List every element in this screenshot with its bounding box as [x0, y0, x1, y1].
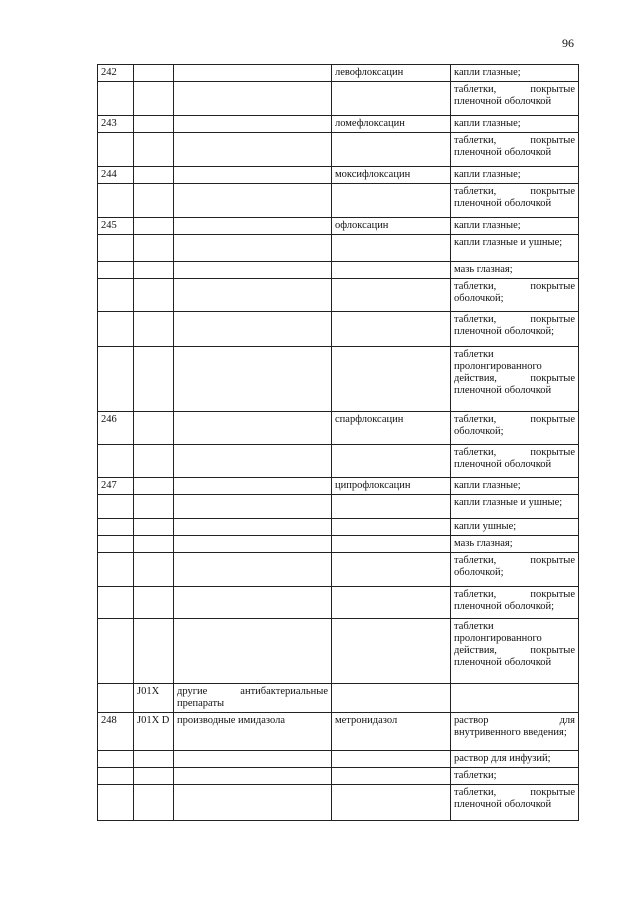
- dosage-form: таблетки, покрытые пленочной оболочкой: [451, 184, 579, 218]
- drug-group: [174, 751, 332, 768]
- atc-code: [134, 412, 174, 445]
- row-number: [98, 768, 134, 785]
- dosage-form: таблетки пролонгированного действия, покрытые пленочной оболочкой: [451, 619, 579, 684]
- row-number: [98, 536, 134, 553]
- drug-group: [174, 536, 332, 553]
- drug-name: моксифлоксацин: [332, 167, 451, 184]
- drug-name: [332, 279, 451, 312]
- drug-group: [174, 167, 332, 184]
- drug-group: [174, 619, 332, 684]
- dosage-form: мазь глазная;: [451, 536, 579, 553]
- dosage-form: [451, 684, 579, 713]
- drug-name: [332, 619, 451, 684]
- table-row: [98, 347, 579, 412]
- drug-name: спарфлоксацин: [332, 412, 451, 445]
- drug-name: [332, 347, 451, 412]
- drug-group: другие антибактериальные препараты: [174, 684, 332, 713]
- drug-name: [332, 262, 451, 279]
- dosage-form: капли глазные;: [451, 218, 579, 235]
- atc-code: [134, 785, 174, 821]
- atc-code: [134, 262, 174, 279]
- dosage-form: таблетки, покрытые оболочкой;: [451, 279, 579, 312]
- dosage-form: таблетки, покрытые пленочной оболочкой: [451, 445, 579, 478]
- atc-code: [134, 751, 174, 768]
- table-row: [98, 536, 579, 553]
- dosage-form: таблетки, покрытые пленочной оболочкой;: [451, 587, 579, 619]
- row-number: [98, 684, 134, 713]
- atc-code: [134, 65, 174, 82]
- dosage-form: таблетки пролонгированного действия, покрытые пленочной оболочкой: [451, 347, 579, 412]
- atc-code: [134, 279, 174, 312]
- dosage-form: мазь глазная;: [451, 262, 579, 279]
- drug-name: метронидазол: [332, 713, 451, 751]
- table-row: [98, 82, 579, 116]
- row-number: [98, 184, 134, 218]
- atc-code: J01X D: [134, 713, 174, 751]
- atc-code: [134, 312, 174, 347]
- dosage-form: капли глазные;: [451, 478, 579, 495]
- atc-code: [134, 478, 174, 495]
- row-number: [98, 445, 134, 478]
- table-row: [98, 495, 579, 519]
- drug-group: [174, 495, 332, 519]
- atc-code: [134, 235, 174, 262]
- atc-code: [134, 116, 174, 133]
- drug-group: [174, 312, 332, 347]
- atc-code: [134, 133, 174, 167]
- dosage-form: капли глазные;: [451, 65, 579, 82]
- dosage-form: капли ушные;: [451, 519, 579, 536]
- drug-group: [174, 587, 332, 619]
- dosage-form: таблетки, покрытые пленочной оболочкой: [451, 133, 579, 167]
- drug-group: [174, 768, 332, 785]
- dosage-form: капли глазные и ушные;: [451, 235, 579, 262]
- drug-name: [332, 587, 451, 619]
- dosage-form: капли глазные и ушные;: [451, 495, 579, 519]
- row-number: [98, 262, 134, 279]
- drug-group: [174, 235, 332, 262]
- drug-name: [332, 785, 451, 821]
- drug-name: [332, 495, 451, 519]
- dosage-form: таблетки, покрытые оболочкой;: [451, 412, 579, 445]
- dosage-form: капли глазные;: [451, 116, 579, 133]
- atc-code: [134, 768, 174, 785]
- atc-code: [134, 218, 174, 235]
- row-number: [98, 519, 134, 536]
- dosage-form: таблетки;: [451, 768, 579, 785]
- drug-name: [332, 312, 451, 347]
- drug-name: [332, 684, 451, 713]
- drug-name: [332, 768, 451, 785]
- dosage-form: раствор для инфузий;: [451, 751, 579, 768]
- table-row: [98, 312, 579, 347]
- table-row: [98, 184, 579, 218]
- row-number: [98, 587, 134, 619]
- drug-name: [332, 184, 451, 218]
- atc-code: [134, 495, 174, 519]
- row-number: [98, 785, 134, 821]
- atc-code: [134, 347, 174, 412]
- dosage-form: таблетки, покрытые пленочной оболочкой: [451, 82, 579, 116]
- row-number: [98, 553, 134, 587]
- atc-code: [134, 587, 174, 619]
- row-number: 247: [98, 478, 134, 495]
- row-number: [98, 619, 134, 684]
- drug-name: [332, 519, 451, 536]
- table-row: [98, 218, 579, 235]
- drug-name: [332, 536, 451, 553]
- table-row: [98, 519, 579, 536]
- drug-group: [174, 184, 332, 218]
- drug-group: [174, 478, 332, 495]
- row-number: [98, 133, 134, 167]
- drug-name: [332, 133, 451, 167]
- drug-group: [174, 116, 332, 133]
- drug-name: ломефлоксацин: [332, 116, 451, 133]
- dosage-form: таблетки, покрытые пленочной оболочкой;: [451, 312, 579, 347]
- row-number: [98, 347, 134, 412]
- dosage-form: раствор для внутривенного введения;: [451, 713, 579, 751]
- drug-group: [174, 262, 332, 279]
- row-number: [98, 235, 134, 262]
- atc-code: [134, 553, 174, 587]
- table-row: [98, 133, 579, 167]
- table-row: [98, 768, 579, 785]
- table-row: [98, 235, 579, 262]
- drug-name: офлоксацин: [332, 218, 451, 235]
- table-row: [98, 785, 579, 821]
- table-row: [98, 478, 579, 495]
- atc-code: [134, 536, 174, 553]
- drug-group: [174, 347, 332, 412]
- atc-code: [134, 619, 174, 684]
- drug-group: [174, 553, 332, 587]
- atc-code: [134, 167, 174, 184]
- table-row: [98, 684, 579, 713]
- row-number: 244: [98, 167, 134, 184]
- drug-group: [174, 82, 332, 116]
- table-row: [98, 445, 579, 478]
- table-row: [98, 65, 579, 82]
- table-row: [98, 713, 579, 751]
- table-row: [98, 279, 579, 312]
- page-number: 96: [562, 36, 574, 50]
- row-number: 245: [98, 218, 134, 235]
- atc-code: [134, 184, 174, 218]
- row-number: [98, 495, 134, 519]
- drug-name: [332, 235, 451, 262]
- dosage-form: капли глазные;: [451, 167, 579, 184]
- row-number: [98, 751, 134, 768]
- table-row: [98, 619, 579, 684]
- drug-name: [332, 553, 451, 587]
- drug-name: [332, 82, 451, 116]
- atc-code: [134, 445, 174, 478]
- table-row: [98, 116, 579, 133]
- table-row: [98, 412, 579, 445]
- table-row: [98, 751, 579, 768]
- atc-code: J01X: [134, 684, 174, 713]
- dosage-form: таблетки, покрытые пленочной оболочкой: [451, 785, 579, 821]
- drug-group: [174, 445, 332, 478]
- table-row: [98, 553, 579, 587]
- table-row: [98, 587, 579, 619]
- table-row: [98, 262, 579, 279]
- atc-code: [134, 519, 174, 536]
- drug-group: [174, 412, 332, 445]
- drug-name: [332, 445, 451, 478]
- atc-code: [134, 82, 174, 116]
- row-number: [98, 312, 134, 347]
- drug-name: ципрофлоксацин: [332, 478, 451, 495]
- drug-group: производные имидазола: [174, 713, 332, 751]
- drug-group: [174, 519, 332, 536]
- row-number: 246: [98, 412, 134, 445]
- table-row: [98, 167, 579, 184]
- drug-group: [174, 133, 332, 167]
- drug-table: [97, 64, 579, 821]
- drug-name: левофлоксацин: [332, 65, 451, 82]
- drug-table-body: [98, 65, 579, 821]
- row-number: 242: [98, 65, 134, 82]
- drug-name: [332, 751, 451, 768]
- dosage-form: таблетки, покрытые оболочкой;: [451, 553, 579, 587]
- drug-group: [174, 785, 332, 821]
- row-number: [98, 82, 134, 116]
- drug-group: [174, 279, 332, 312]
- row-number: 243: [98, 116, 134, 133]
- drug-group: [174, 65, 332, 82]
- row-number: [98, 279, 134, 312]
- row-number: 248: [98, 713, 134, 751]
- drug-group: [174, 218, 332, 235]
